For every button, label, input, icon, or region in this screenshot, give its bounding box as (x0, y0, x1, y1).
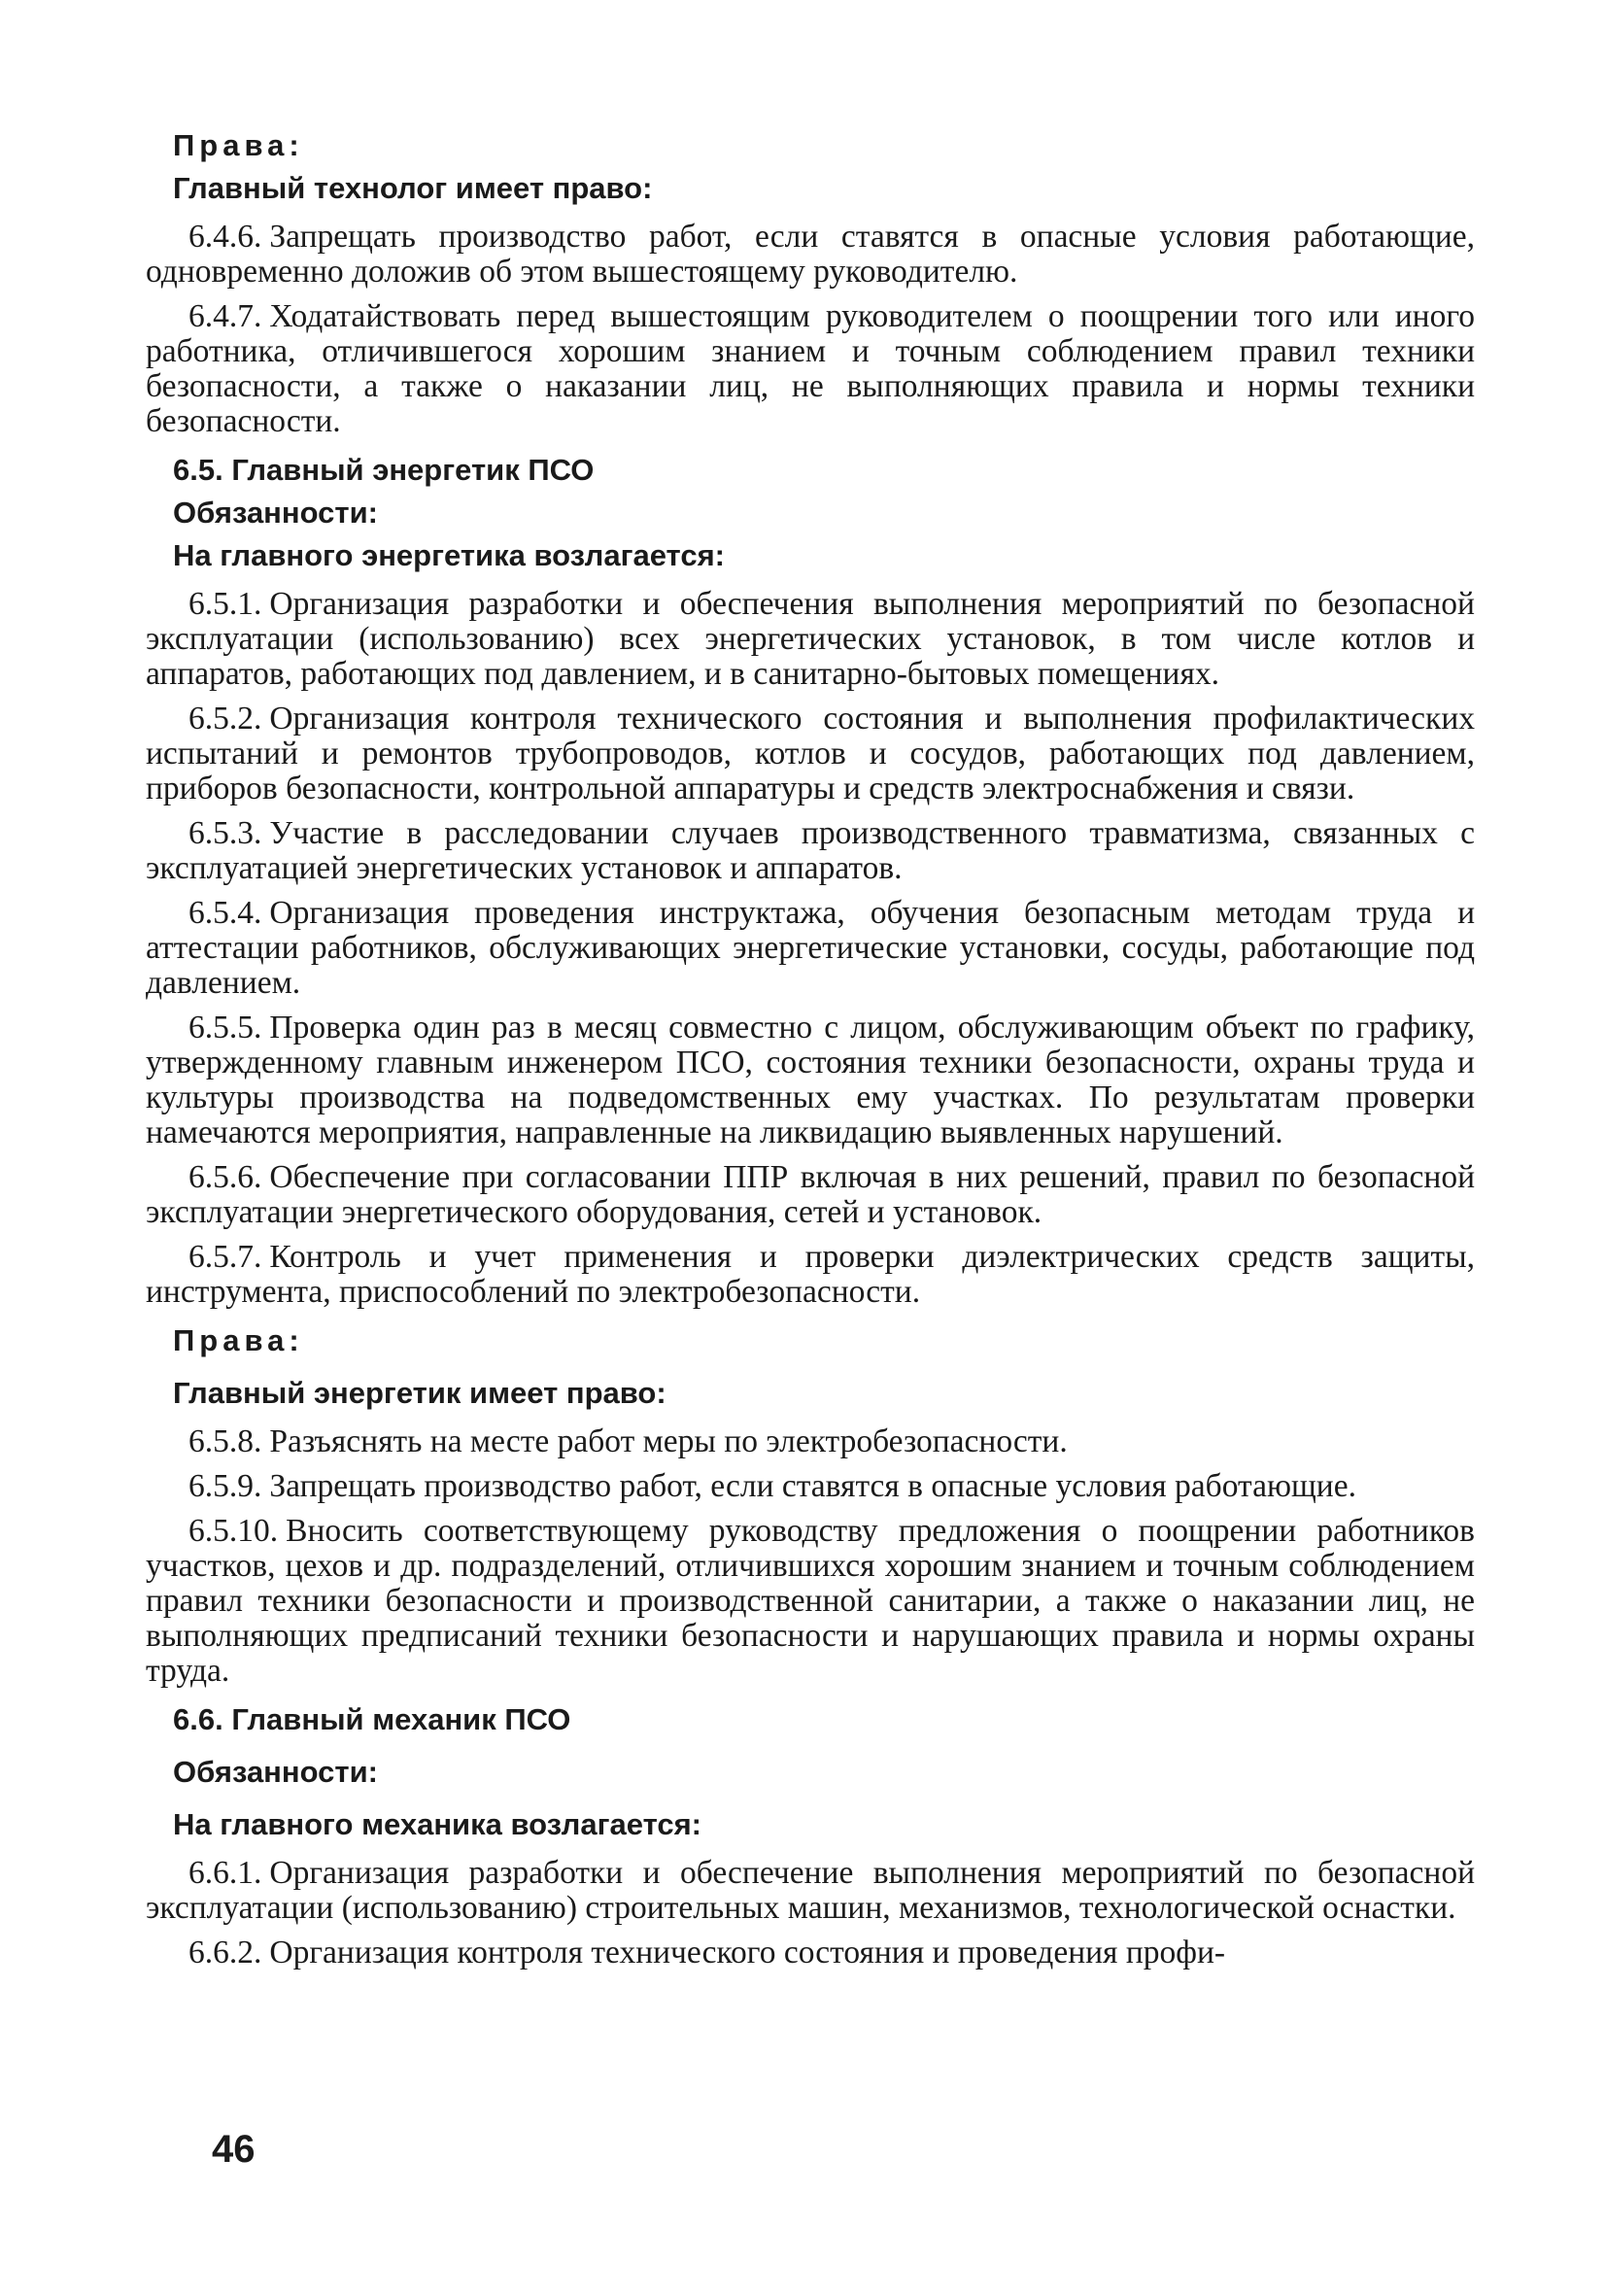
item-number: 6.5.9. (188, 1468, 262, 1504)
document-page (146, 124, 1475, 1970)
item-number: 6.4.6. (188, 219, 262, 255)
item-text: Организация контроля технического состояния и проведения профи- (269, 1935, 1226, 1970)
rights-intro-6-5: Главный энергетик имеет право: (173, 1376, 666, 1410)
paragraph-6-5-3 (146, 816, 1475, 886)
item-text: Организация проведения инструктажа, обучения безопасным методам труда и аттестации работников, обслуживающих энергетические установки, сосуды, работающие под давлением. (146, 895, 1475, 1001)
item-text: Ходатайствовать перед вышестоящим руководителем о поощрении того или иного работника, отличившегося хорошим знанием и точным соблюдением правил техники безопасности, а также о наказании лиц, не выполняющих правила и нормы техники безопасности. (146, 298, 1475, 439)
item-number: 6.5.3. (188, 815, 262, 851)
duties-intro-6-5: На главного энергетика возлагается: (173, 538, 725, 572)
item-text: Контроль и учет применения и проверки диэлектрических средств защиты, инструмента, приспособлений по электробезопасности. (146, 1239, 1475, 1310)
item-number: 6.6.2. (188, 1935, 262, 1970)
item-number: 6.5.7. (188, 1239, 262, 1275)
item-number: 6.5.1. (188, 586, 262, 622)
paragraph-6-5-4 (146, 896, 1475, 1001)
item-text: Организация разработки и обеспечение выполнения мероприятий по безопасной эксплуатации (использованию) строительных машин, механизмов, технологической оснастки. (146, 1855, 1475, 1926)
item-text: Запрещать производство работ, если ставятся в опасные условия работающие, одновременно доложив об этом вышестоящему руководителю. (146, 219, 1475, 290)
section-title-6-5: 6.5. Главный энергетик ПСО (173, 453, 595, 487)
item-number: 6.5.4. (188, 895, 262, 931)
item-text: Организация контроля технического состояния и выполнения профилактических испытаний и ремонтов трубопроводов, котлов и сосудов, работающих под давлением, приборов безопасности, контрольной аппаратуры и средств электроснабжения и связи. (146, 701, 1475, 806)
item-text: Организация разработки и обеспечения выполнения мероприятий по безопасной эксплуатации (использованию) всех энергетических установок, в том числе котлов и аппаратов, работающих под давлением, и в санитарно-бытовых помещениях. (146, 586, 1475, 692)
paragraph-6-5-5 (146, 1011, 1475, 1150)
item-text: Разъяснять на месте работ меры по электробезопасности. (269, 1423, 1068, 1459)
item-text: Вносить соответствующему руководству предложения о поощрении работников участков, цехов и др. подразделений, отличившихся хорошим знанием и точным соблюдением правил техники безопасности и производственной санитарии, а также о наказании лиц, не выполняющих предписаний техники безопасности и нарушающих правила и нормы охраны труда. (146, 1513, 1475, 1689)
paragraph-6-5-2 (146, 702, 1475, 806)
duties-heading-6-6: Обязанности: (173, 1755, 378, 1789)
paragraph-6-6-1 (146, 1856, 1475, 1926)
item-text: Проверка один раз в месяц совместно с лицом, обслуживающим объект по графику, утвержденному главным инженером ПСО, состояния техники безопасности, охраны труда и культуры производства на подведомственных ему участках. По результатам проверки намечаются мероприятия, направленные на ликвидацию выявленных нарушений. (146, 1010, 1475, 1150)
item-number: 6.5.6. (188, 1159, 262, 1195)
section-title-6-6: 6.6. Главный механик ПСО (173, 1702, 571, 1736)
item-number: 6.4.7. (188, 298, 262, 334)
item-text: Обеспечение при согласовании ППР включая в них решений, правил по безопасной эксплуатации энергетического оборудования, сетей и установок. (146, 1159, 1475, 1230)
rights-heading-6-5: Права: (173, 1323, 304, 1357)
paragraph-6-5-7 (146, 1240, 1475, 1310)
duties-intro-6-6: На главного механика возлагается: (173, 1807, 701, 1841)
rights-intro-6-4: Главный технолог имеет право: (173, 171, 653, 205)
item-number: 6.6.1. (188, 1855, 262, 1891)
page-number: 46 (212, 2128, 256, 2171)
duties-heading-6-5: Обязанности: (173, 496, 378, 530)
item-number: 6.5.2. (188, 701, 262, 737)
item-number: 6.5.5. (188, 1010, 262, 1045)
item-text: Запрещать производство работ, если ставятся в опасные условия работающие. (269, 1468, 1356, 1504)
paragraph-6-5-9 (146, 1469, 1475, 1504)
item-text: Участие в расследовании случаев производственного травматизма, связанных с эксплуатацией энергетических установок и аппаратов. (146, 815, 1475, 886)
item-number: 6.5.10. (188, 1513, 279, 1549)
paragraph-6-4-7 (146, 299, 1475, 439)
paragraph-6-5-10 (146, 1514, 1475, 1689)
paragraph-6-5-1 (146, 587, 1475, 692)
rights-heading-6-4: Права: (173, 128, 304, 162)
paragraph-6-5-8 (146, 1424, 1475, 1459)
paragraph-6-5-6 (146, 1160, 1475, 1230)
item-number: 6.5.8. (188, 1423, 262, 1459)
paragraph-6-4-6 (146, 220, 1475, 290)
paragraph-6-6-2 (146, 1936, 1475, 1970)
